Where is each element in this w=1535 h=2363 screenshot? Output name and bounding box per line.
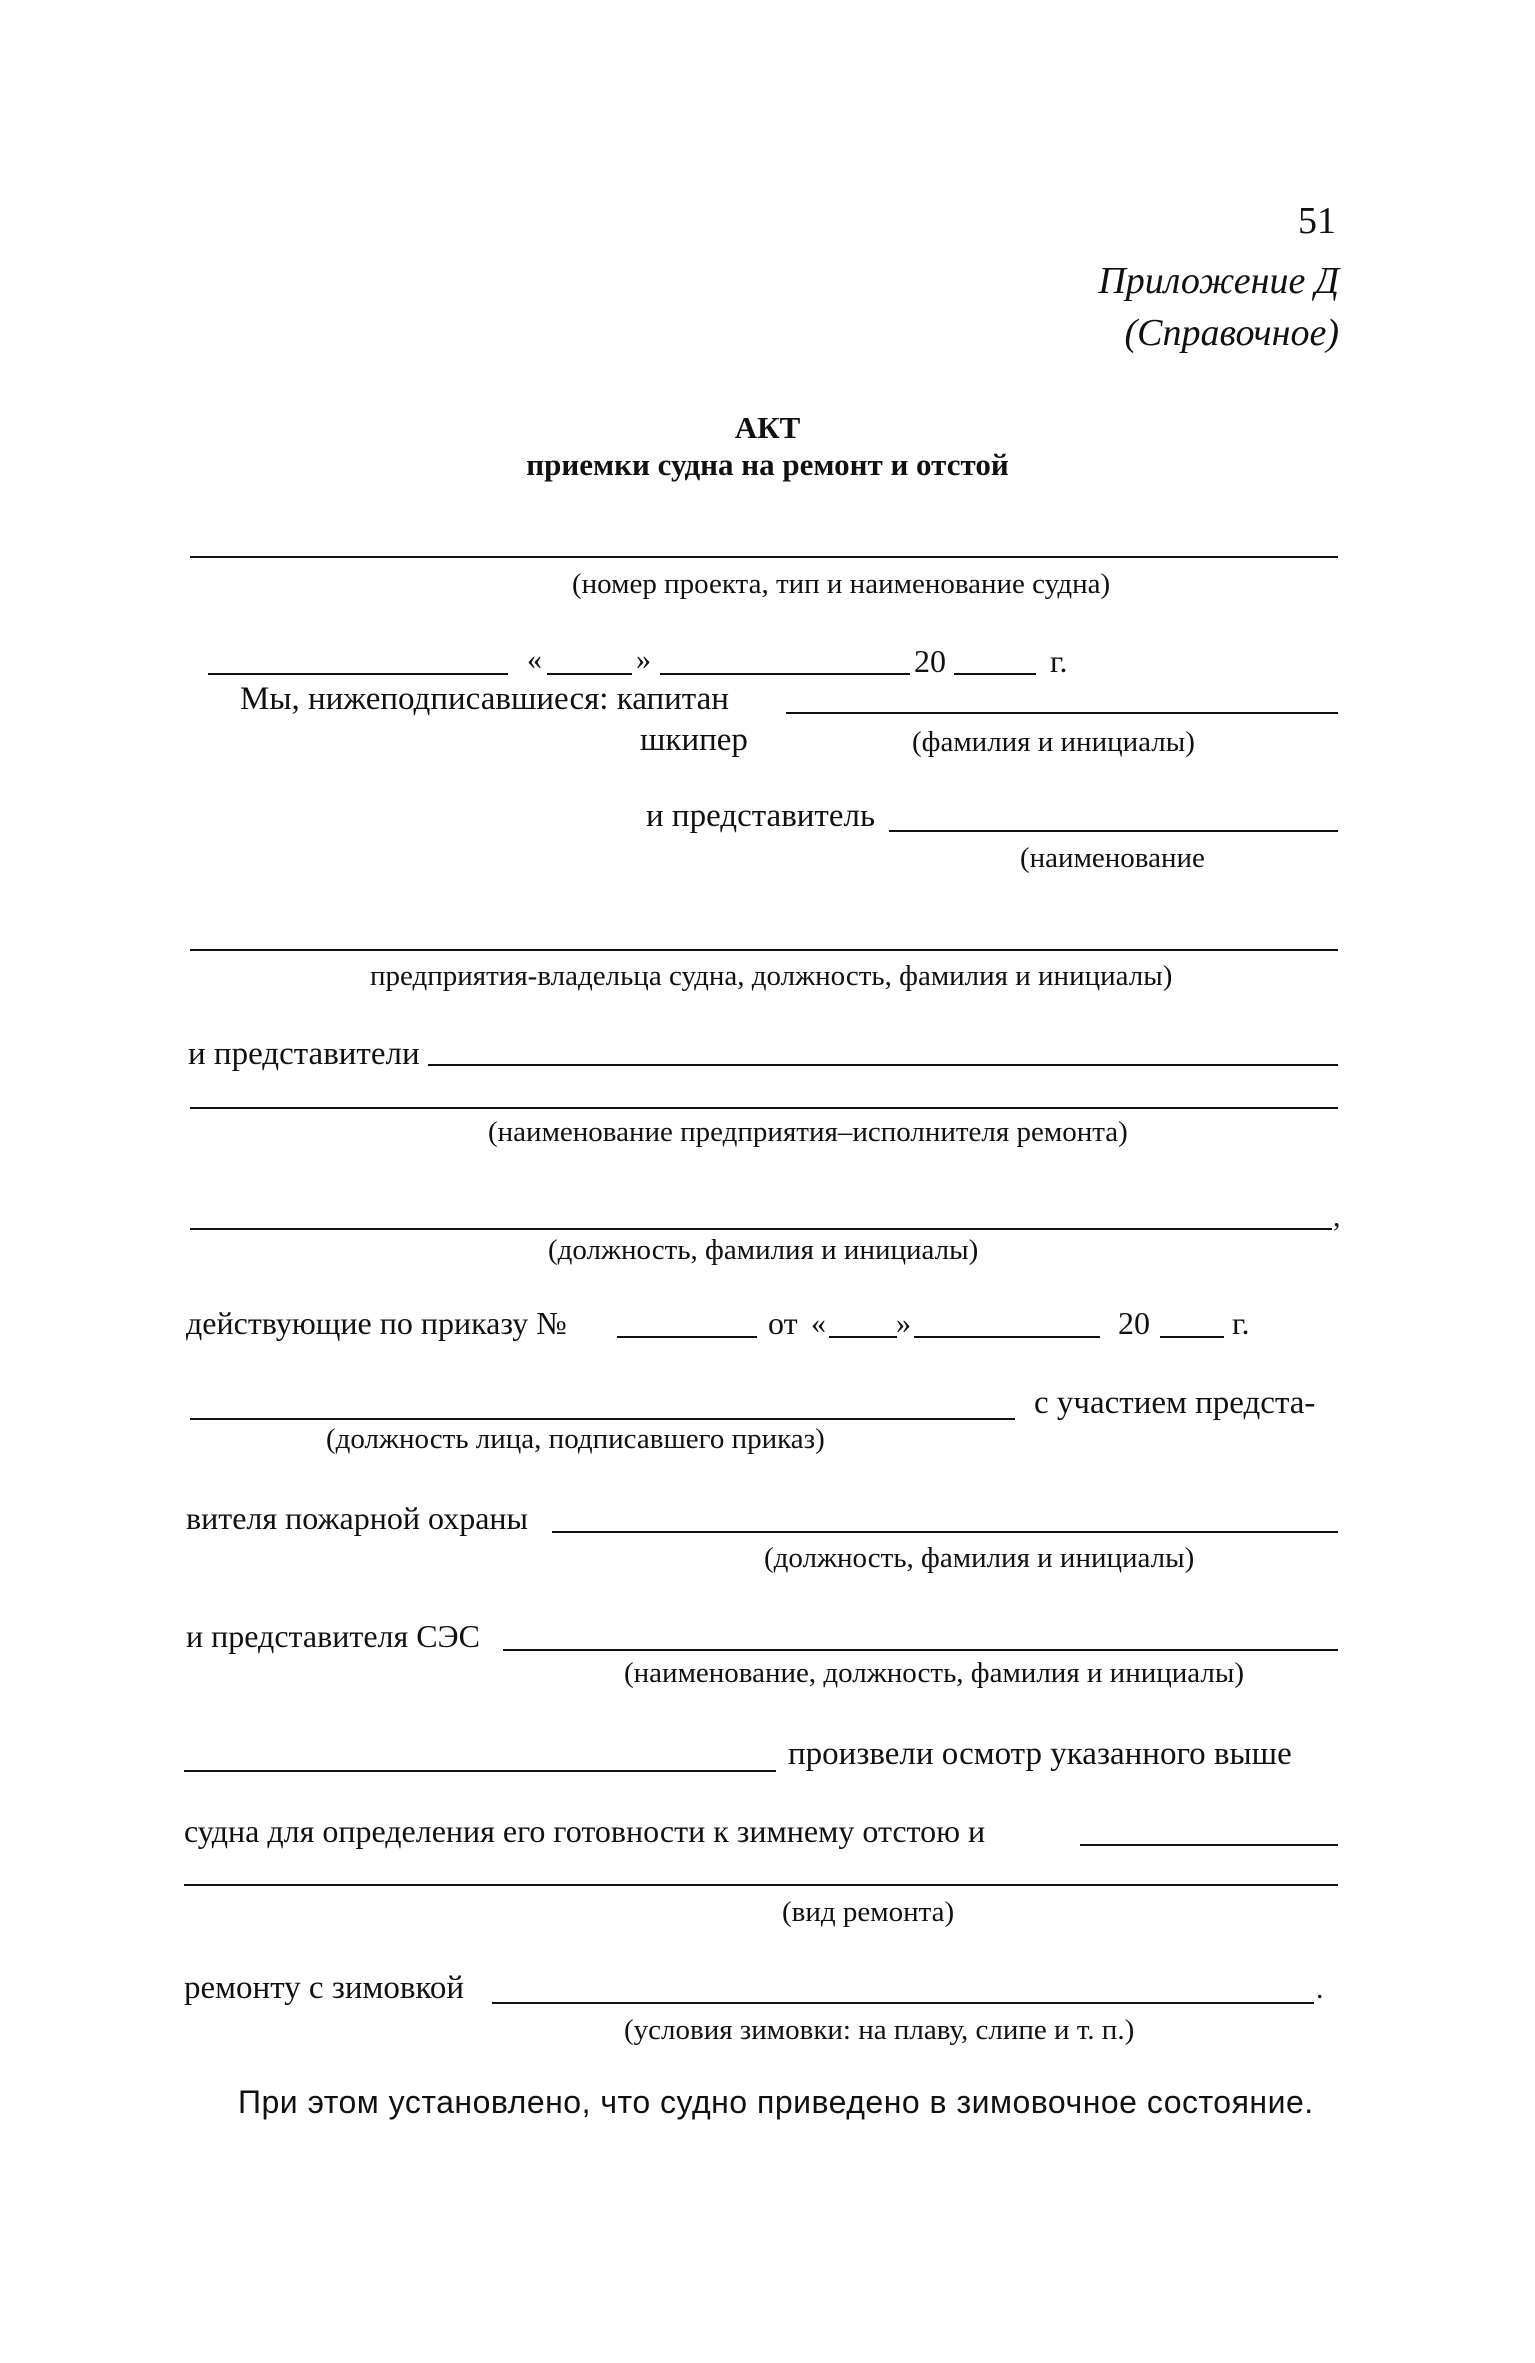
date-year-prefix: 20 (914, 643, 946, 679)
appendix-subtitle: (Справочное) (1124, 312, 1339, 354)
inspectors-field-line[interactable] (184, 1770, 776, 1772)
order-year-suffix: г. (1232, 1305, 1250, 1341)
captain-field-line[interactable] (786, 712, 1338, 714)
owner-caption: предприятия-владельца судна, должность, фамилия и инициалы) (370, 960, 1173, 992)
document-title: АКТ (734, 410, 801, 445)
representative-label: и представитель (646, 798, 876, 834)
order-label: действующие по приказу № (186, 1305, 567, 1341)
wintering-period: . (1316, 1972, 1324, 2005)
wintering-caption: (условия зимовки: на плаву, слипе и т. п.) (624, 2014, 1135, 2046)
ses-caption: (наименование, должность, фамилия и инициалы) (624, 1657, 1245, 1689)
order-number-field-line[interactable] (617, 1336, 757, 1338)
fire-guard-field-line[interactable] (552, 1531, 1338, 1533)
inspected-label: произвели осмотр указанного выше (788, 1736, 1292, 1772)
repair-type-caption: (вид ремонта) (782, 1896, 955, 1928)
representatives-label: и представители (188, 1036, 420, 1072)
order-signer-caption: (должность лица, подписавшего приказ) (326, 1423, 825, 1455)
date-year-suffix: г. (1050, 643, 1068, 679)
owner-field-line[interactable] (190, 949, 1338, 951)
contractor-person-field-line[interactable] (190, 1228, 1332, 1230)
order-year-field-line[interactable] (1160, 1336, 1224, 1338)
order-from-label: от (768, 1305, 798, 1341)
ses-field-line[interactable] (503, 1649, 1338, 1651)
contractor-comma: , (1333, 1200, 1341, 1233)
order-quote-close: » (896, 1307, 911, 1340)
year-field-line[interactable] (954, 673, 1036, 675)
purpose-field-line[interactable] (1080, 1844, 1338, 1846)
ses-label: и представителя СЭС (186, 1618, 481, 1654)
document-subtitle: приемки судна на ремонт и отстой (526, 447, 1009, 482)
order-year-prefix: 20 (1118, 1305, 1150, 1341)
conclusion-text: При этом установлено, что судно приведено в зимовочное состояние. (238, 2084, 1314, 2120)
order-quote-open: « (811, 1307, 826, 1340)
wintering-field-line[interactable] (492, 2002, 1314, 2004)
representative-field-line[interactable] (889, 830, 1338, 832)
participation-label: с участием предста- (1034, 1385, 1316, 1421)
position-caption: (должность, фамилия и инициалы) (548, 1234, 979, 1266)
appendix-title: Приложение Д (1098, 260, 1339, 302)
fire-guard-caption: (должность, фамилия и инициалы) (764, 1542, 1195, 1574)
order-day-field-line[interactable] (829, 1336, 897, 1338)
page-number: 51 (1298, 200, 1336, 242)
order-month-field-line[interactable] (914, 1336, 1100, 1338)
month-field-line[interactable] (660, 673, 910, 675)
skipper-label: шкипер (640, 722, 748, 758)
vessel-field-line[interactable] (190, 556, 1338, 558)
fire-guard-label: вителя пожарной охраны (186, 1500, 529, 1536)
vessel-caption: (номер проекта, тип и наименование судна) (572, 568, 1111, 600)
repair-type-field-line[interactable] (184, 1884, 1338, 1886)
captain-caption: (фамилия и инициалы) (912, 726, 1195, 758)
order-signer-field-line[interactable] (190, 1418, 1015, 1420)
representatives-field-line[interactable] (428, 1064, 1338, 1066)
wintering-label: ремонту с зимовкой (184, 1970, 465, 2006)
contractor-field-line[interactable] (190, 1107, 1338, 1109)
date-quote-close: » (636, 643, 651, 676)
place-field-line[interactable] (208, 673, 508, 675)
signers-intro-label: Мы, нижеподписавшиеся: капитан (240, 681, 729, 717)
contractor-caption: (наименование предприятия–исполнителя ремонта) (488, 1116, 1128, 1148)
naming-caption: (наименование (1020, 842, 1205, 874)
date-quote-open: « (527, 643, 542, 676)
day-field-line[interactable] (547, 673, 632, 675)
purpose-label: судна для определения его готовности к зимнему отстою и (184, 1813, 986, 1849)
